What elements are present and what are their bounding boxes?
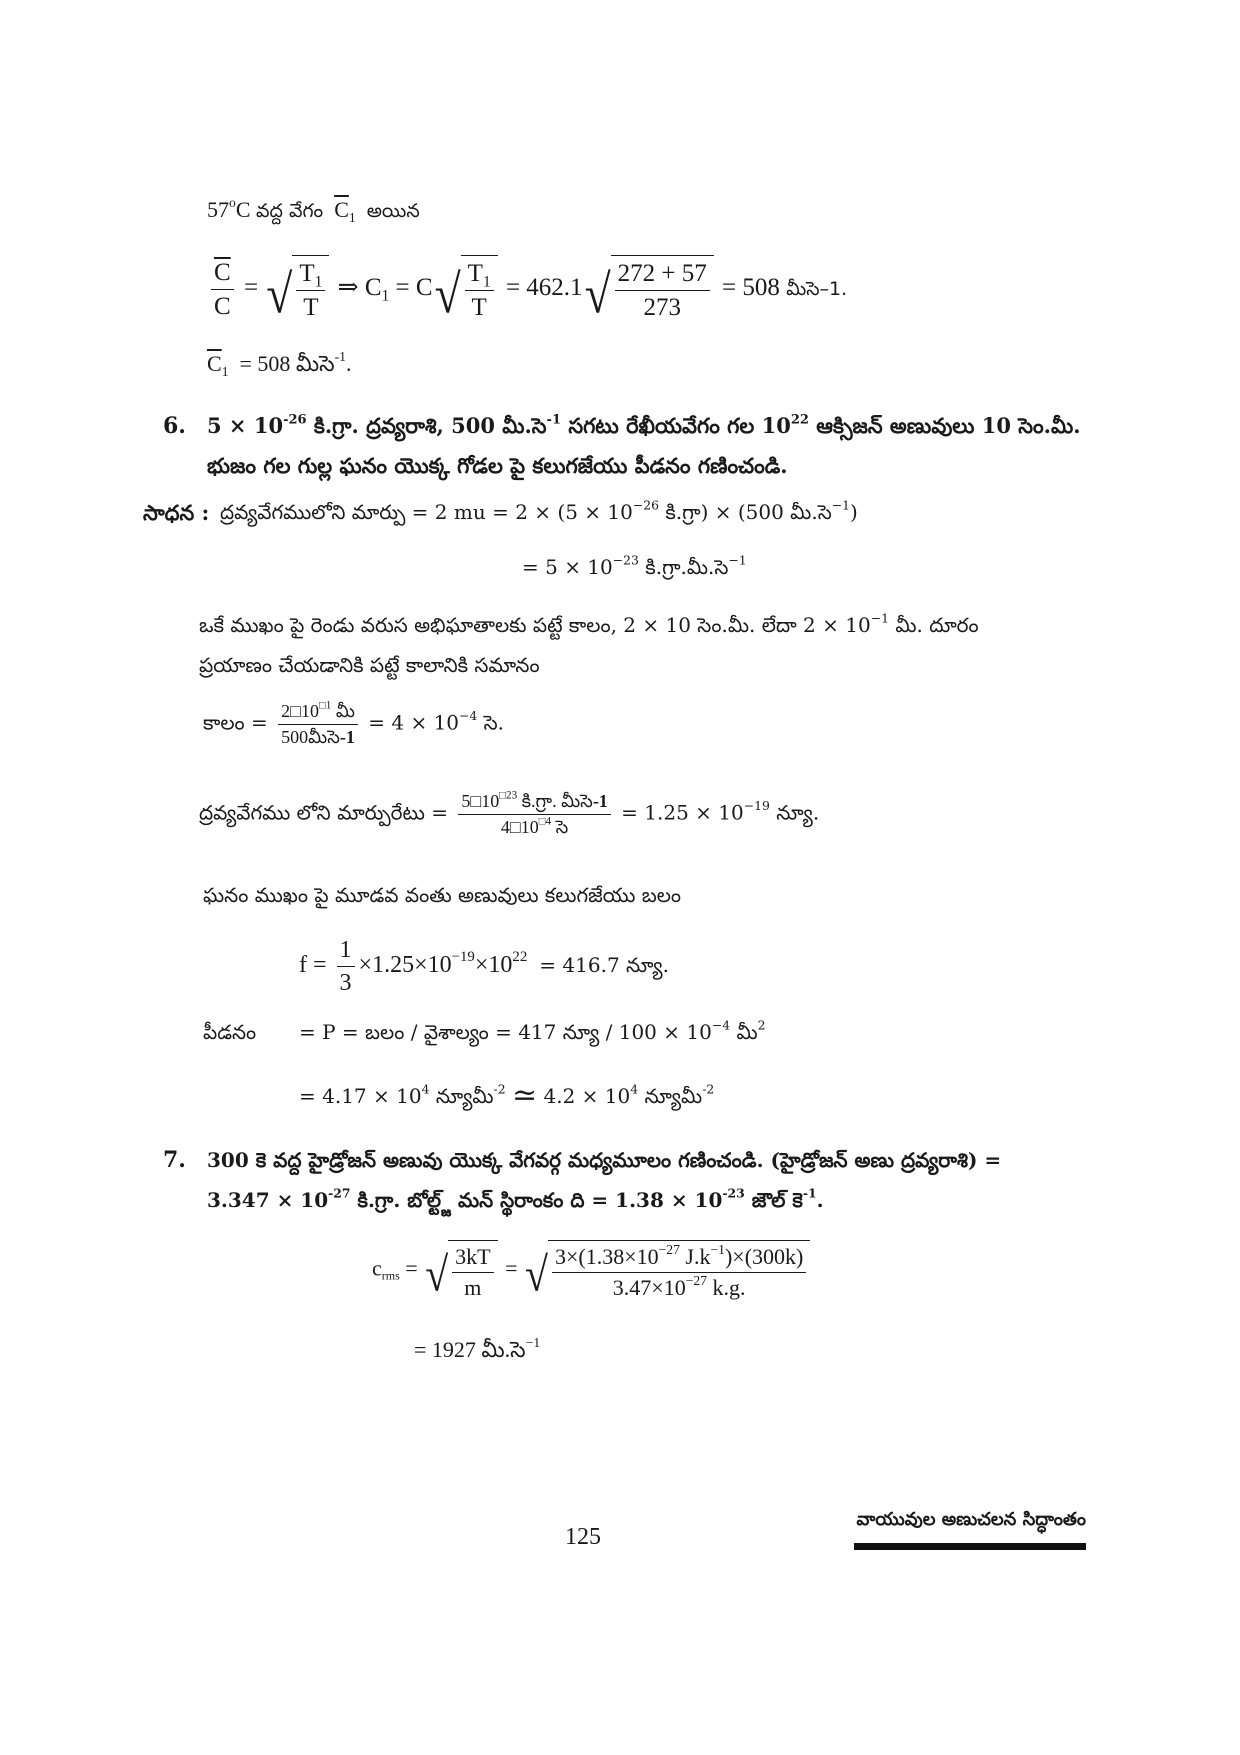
pressure-equation: = P = బలం / వైశాల్యం = 417 న్యూ / $100 \times 10^{-4}$ మీ$^2$ [299,1017,766,1044]
question-6-number: 6. [163,413,186,439]
force-line: ఘనం ముఖం పై మూడవ వంతు అణువులు కలుగజేయు బలం [203,883,682,907]
rms-equation: $c_{rms}$ = √ $\frac{3kT}{m}$ = √ $\frac{3\times(1.38\times 10^{-27} J.k^{-1})\times(300k)}{3.47\times 10^{-27} k.g.}$ [372,1240,812,1301]
page-number: 125 [565,1524,601,1550]
rate-equation: ద్రవ్యవేగము లోని మార్పురేటు = $\frac{5□10^{□23} కి.గ్రా. మీసె-1}{4□10^{□4} సె}$ = $1.25 \times 10^{-19}$ న్యూ. [199,789,820,837]
solution-label: సాధన : [143,500,210,525]
force-equation: f = $\frac{1}{3}$ $\times 1.25\times 10^{-19}\times 10^{22} = 416.7$ న్యూ. [299,937,669,996]
question-7-text: 300 కె వద్ద హైడ్రోజన్ అణువు యొక్క వేగవర్గ మధ్యమూలం గణించండి. (హైడ్రోజన్ అణు ద్రవ్యరాశి) = $3.347 \times 10^{-27}$ కి.గ్రా. బోల్ట్జ్ మన్ స్థిరాంకం ది = $1.38 \times 10^{-23}$ జౌల్ కె$^{-1}$. [207,1148,1002,1212]
rms-result: = 1927 మీ.సె$^{-1}$ [414,1334,541,1362]
line-c1-intro: 57$^o$C వద్ద వేగం $\overline{C}_1$ అయిన [207,194,420,225]
time-equation: కాలం = $\frac{2□10^{□1} మీ}{\text{500మీసె-1}}$ = $4 \times 10^{-4}$ సె. [203,699,505,747]
footer-rule [854,1543,1086,1550]
equation-c1: $\frac{\overline{C}}{C}$ = √ $\frac{T_1}{T}$ ⇒ $C_1 = C$ √ $\frac{T_1}{T}$ = 462.1 √ $\frac{272 + 57}{273}$ = 508 మీసె–1. [207,255,847,324]
pressure-result: = $4.17 \times 10^4$ న్యూమీ$^{-2}$ ≃ $4.2 \times 10^4$ న్యూమీ$^{-2}$ [299,1078,715,1113]
pressure-label: పీడనం [203,1020,257,1044]
solution-6-paragraph: ఒకే ముఖం పై రెండు వరుస అభిఘాతాలకు పట్టే కాలం, 2 × 10 సెం.మీ. లేదా $2 \times 10^{-1}$ మీ. దూరం ప్రయాణం చేయడానికి పట్టే కాలానికి సమానం [199,610,979,677]
line-c1-result: $\overline{C}_1 = 508$ మీసె$^{-1}$. [207,348,352,379]
chapter-title: వాయువుల అణుచలన సిద్ధాంతం [856,1509,1086,1530]
question-7-number: 7. [163,1147,186,1173]
question-6-text: $5 \times 10^{-26}$ కి.గ్రా. ద్రవ్యరాశి, 500 మీ.సె$^{-1}$ సగటు రేఖీయవేగం గల $10^{22}$ ఆక్సిజన్ అణువులు 10 సెం.మీ. భుజం గల గుల్ల ఘనం యొక్క గోడల పై కలుగజేయు పీడనం గణించండి. [207,412,1081,478]
solution-6-line1: ద్రవ్యవేగములోని మార్పు = 2 mu = $2 \times (5 \times 10^{-26}$ కి.గ్రా) × (500 మీ.సె$^{-1}$) [220,497,858,524]
solution-6-line2: = $5 \times 10^{-23}$ కి.గ్రా.మీ.సె$^{-1}$ [522,552,747,579]
